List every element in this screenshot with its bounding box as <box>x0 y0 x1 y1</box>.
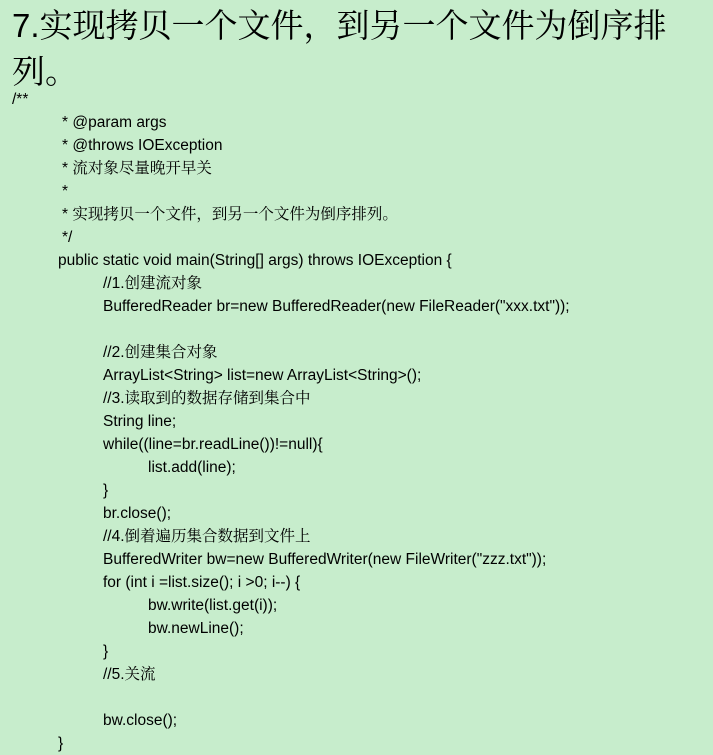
code-line: bw.close(); <box>103 712 178 729</box>
code-line: String line; <box>103 413 177 430</box>
code-line: */ <box>62 229 73 246</box>
page-title: 7.实现拷贝一个文件，到另一个文件为倒序排列。 <box>12 7 667 90</box>
code-line: //4.倒着遍历集合数据到文件上 <box>103 528 311 545</box>
code-line: bw.newLine(); <box>148 620 244 637</box>
code-line: } <box>103 482 109 499</box>
code-line: * @param args <box>62 114 167 131</box>
code-line: * @throws IOException <box>62 137 223 154</box>
code-line: ArrayList<String> list=new ArrayList<String>(); <box>103 367 422 384</box>
code-line: * 流对象尽量晚开早关 <box>62 160 212 177</box>
code-line: //1.创建流对象 <box>103 275 203 292</box>
code-line: BufferedWriter bw=new BufferedWriter(new FileWriter("zzz.txt")); <box>103 551 547 568</box>
code-line: for (int i =list.size(); i >0; i--) { <box>103 574 301 591</box>
code-line: BufferedReader br=new BufferedReader(new FileReader("xxx.txt")); <box>103 298 570 315</box>
code-line: /** <box>12 91 29 108</box>
code-line: //2.创建集合对象 <box>103 344 218 361</box>
code-line: while((line=br.readLine())!=null){ <box>103 436 323 453</box>
code-block <box>0 88 713 755</box>
code-line-blank <box>0 318 713 341</box>
code-line: } <box>103 643 109 660</box>
code-line-blank <box>0 686 713 709</box>
code-line: * 实现拷贝一个文件，到另一个文件为倒序排列。 <box>62 206 398 223</box>
code-line: //3.读取到的数据存储到集合中 <box>103 390 311 407</box>
code-line: } <box>58 735 64 752</box>
code-line: bw.write(list.get(i)); <box>148 597 278 614</box>
code-line: * <box>62 183 69 200</box>
code-line: public static void main(String[] args) throws IOException { <box>58 252 452 269</box>
code-line: br.close(); <box>103 505 172 522</box>
code-line: list.add(line); <box>148 459 236 476</box>
code-line: //5.关流 <box>103 666 156 683</box>
